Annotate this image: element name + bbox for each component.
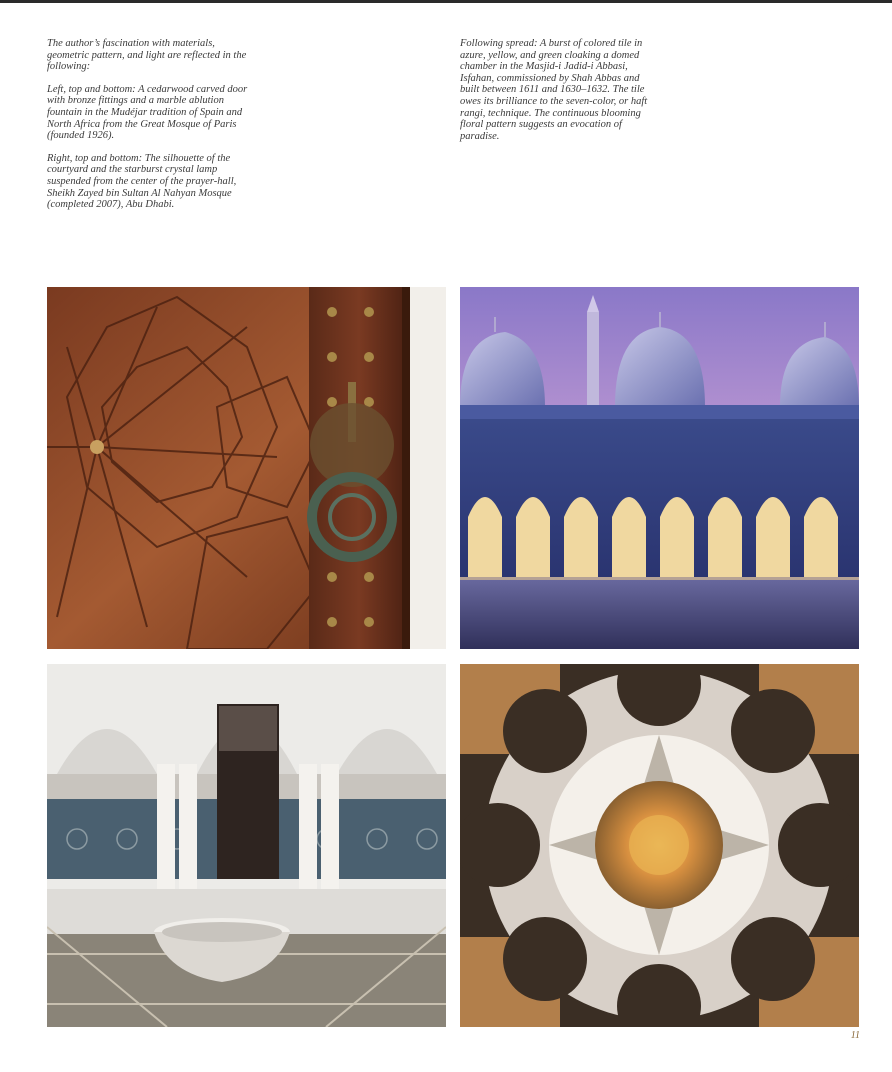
caption-right-photos: Right, top and bottom: The silhouette of the courtyard and the starburst crystal lamp suspended from the center of the prayer-hall, Sheikh Zayed bin Sultan Al Nahyan Mosque (completed 2007), Abu Dhabi. — [47, 152, 237, 211]
photo-mosque-dusk — [460, 287, 859, 649]
photo-carved-door — [47, 287, 446, 649]
photo-courtyard-fountain — [47, 664, 446, 1027]
caption-left — [47, 38, 257, 222]
photo-ceiling-chandelier — [460, 664, 859, 1027]
caption-right — [460, 38, 660, 153]
page-number: 11 — [850, 1030, 860, 1041]
top-border — [0, 0, 892, 3]
caption-intro: The author’s fascination with materials, geometric pattern, and light are reflected in the following: — [47, 38, 247, 73]
caption-left-photos: Left, top and bottom: A cedarwood carved door with bronze fittings and a marble ablution fountain in the Mudéjar tradition of Spain and North Africa from the Great Mosque of Paris (founded 1926). — [47, 83, 248, 142]
caption-following-spread: Following spread: A burst of colored tile in azure, yellow, and green cloaking a domed chamber in the Masjid-i Jadid-i Abbasi, Isfahan, commissioned by Shah Abbas and built between 1611 and 1630–1632. The tile owes its brilliance to the seven-color, or haft rangi, technique. The continuous blooming floral pattern suggests an evocation of paradise. — [460, 38, 648, 142]
